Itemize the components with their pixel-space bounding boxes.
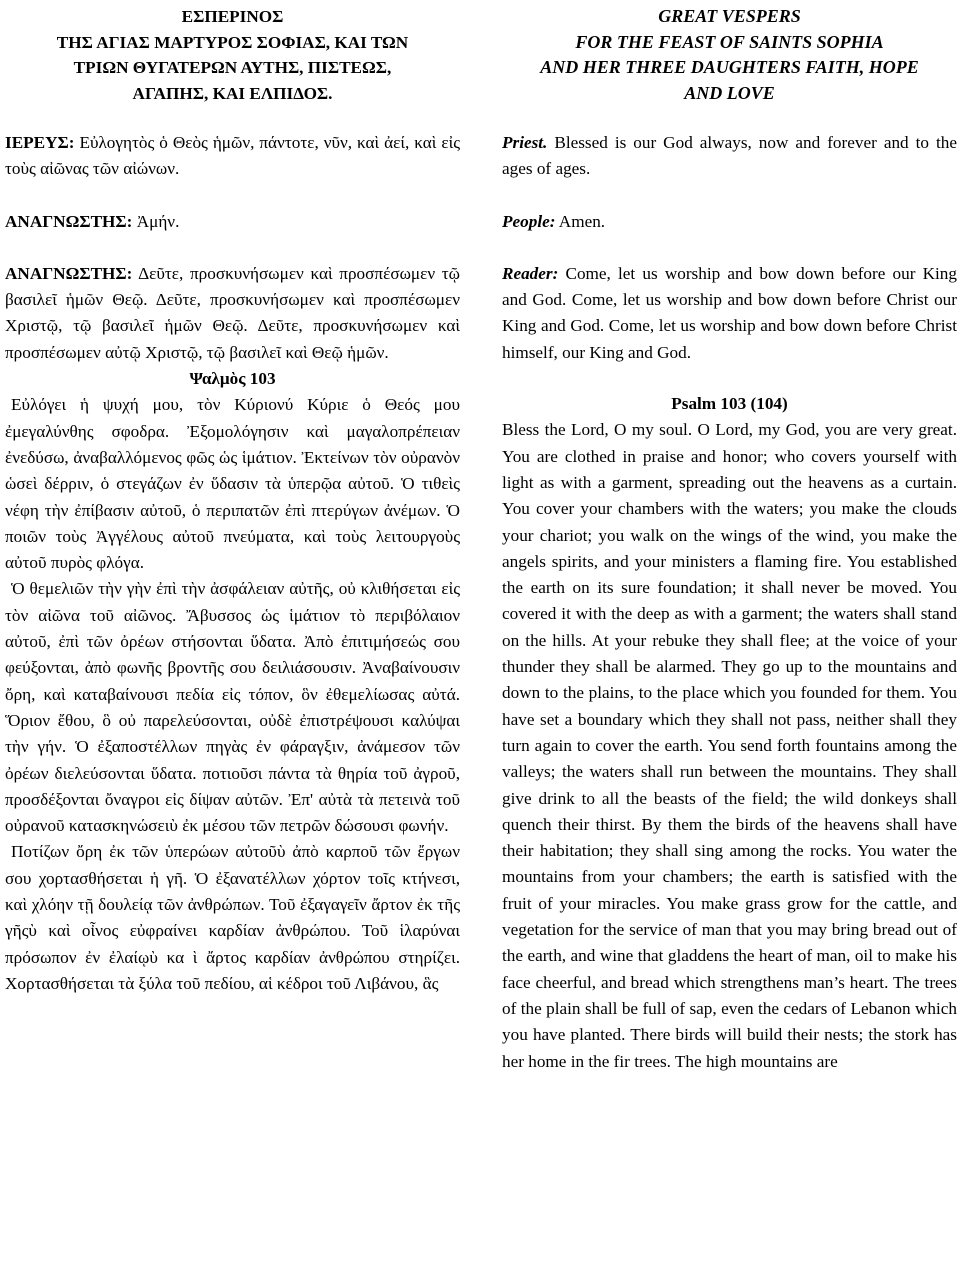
english-title-line: AND LOVE [684,82,775,103]
english-people-paragraph [502,209,957,235]
english-people-label: People: [502,211,556,231]
greek-reader-text: Δεῦτε, προσκυνήσωμεν καὶ προσπέσωμεν τῷ βασιλεῖ ἡμῶν Θεῷ. Δεῦτε, προσκυνήσωμεν καὶ προσπέσωμεν Χριστῷ, τῷ βασιλεῖ ἡμῶν Θεῷ. Δεῦτε, προσκυνήσωμεν καὶ προσπέσωμεν αὐτῷ Χριστῷ, τῷ βασιλεῖ καὶ Θεῷ ἡμῶν. [5,263,460,362]
greek-title-line: ΤΗΣ ΑΓΙΑΣ ΜΑΡΤΥΡΟΣ ΣΟΦΙΑΣ, ΚΑΙ ΤΩΝ [56,32,409,52]
english-priest-label: Priest. [502,133,548,152]
greek-priest-paragraph [5,130,460,183]
english-priest-paragraph [502,130,957,183]
english-reader-label: Reader: [502,263,559,283]
english-psalm-paragraph: Bless the Lord, O my soul. O Lord, my God, you are very great. You are clothed in praise and honor; who covers yourself with light as with a garment, spreading out the heavens as a curtain. You cover your chambers with the waters; you make the clouds your chariot; you walk on the wings of the wind, you make the angels spirits, and your ministers a flaming fire. You established the earth on its sure foundation; it shall never be moved. You covered it with the deep as with a garment; the waters shall stand on the hills. At your rebuke they shall flee; at the voice of your thunder they shall be alarmed. They go up to the mountains and down to the plains, to the place which you founded for them. You have set a boundary which they shall not pass, neither shall they turn again to cover the earth. You send forth fountains among the valleys; the waters shall run between the mountains. They shall give drink to all the beasts of the field; the wild donkeys shall quench their thirst. By them the birds of the heavens shall have their habitation; they shall sing among the rocks. You water the mountains from your chambers; the earth is satisfied with the fruit of your miracles. You make grass grow for the cattle, and vegetation for the service of man that you may bring bread out of the earth, and wine that gladdens the heart of man, oil to make his face cheerful, and bread which strengthens man’s heart. The trees of the plain shall be full of sap, even the cedars of Lebanon which you have planted. There birds will build their nests; the stork has her home in the fir trees. The high mountains are [502,420,957,1071]
greek-psalm-paragraph: Εὐλόγει ἡ ψυχή μου, τὸν Κύριονύ Κύριε ὁ Θεός μου ἐμεγαλύνθης σφοδρα. Ἐξομολόγησιν καὶ μαγαλοπρέπειαν ἐνεδύσω, ἀναβαλλόμενος φῶς ὡς ἱμάτιον. Ἐκτείνων τὸν οὐρανὸν ὡσεὶ δέρριν, ὁ στεγάζων ἐν ὕδασιν τὰ ὑπερῷα αὐτοῦ. Ὁ τιθεὶς νέφη τὴν ἐπίβασιν αὐτοῦ, ὁ περιπατῶν ἐπὶ πτερύγων ἀνέμων. Ὁ ποιῶν τοὺς Ἀγγέλους αὐτοῦ πνεύματα, καὶ τοὺς λειτουργοὺς αὐτοῦ πυρὸς φλόγα. [5,395,460,573]
greek-priest-text: Εὐλογητὸς ὁ Θεὸς ἡμῶν, πάντοτε, νῦν, καὶ ἀεί, καὶ εἰς τοὺς αἰῶνας τῶν αἰώνων. [5,133,460,179]
greek-title [5,4,460,106]
greek-psalm-paragraph: Ποτίζων ὄρη ἐκ τῶν ὑπερώων αὐτοῦὺ ἀπὸ καρποῦ τῶν ἔργων σου χορτασθήσεται ἡ γῆ. Ὁ ἐξανατέλλων χόρτον τοῖς κτήνεσι, καὶ χλόην τῇ δουλείᾳ τῶν ἀνθρώπων. Τοῦ ἐξαγαγεῖν ἄρτον ἐκ τῆς γῆςὺ καὶ οἶνος εὐφραίνει καρδίαν ἀνθρώπου. Τοῦ ἱλαρύναι πρόσωπον ἐν ἐλαίῳὺ κα ὶ ἄρτος καρδίαν ἀνθρώπου στηρίζει. Χορτασθήσεται τὰ ξύλα τοῦ πεδίου, αἱ κέδροι τοῦ Λιβάνου, ἃς [5,842,460,993]
english-title-line: FOR THE FEAST OF SAINTS SOPHIA [575,31,884,52]
english-reader-text: Come, let us worship and bow down before our King and God. Come, let us worship and bow down before Christ our King and God. Come, let us worship and bow down before Christ himself, our King and God. [502,263,957,362]
greek-title-line: ΤΡΙΩΝ ΘΥΓΑΤΕΡΩΝ ΑΥΤΗΣ, ΠΙΣΤΕΩΣ, [73,58,392,77]
english-title-line: AND HER THREE DAUGHTERS FAITH, HOPE [540,57,919,77]
english-priest-text: Blessed is our God always, now and forever and to the ages of ages. [502,133,957,179]
greek-psalm-paragraph: Ὁ θεμελιῶν τὴν γὴν ἐπὶ τὴν ἀσφάλειαν αὐτῆς, οὐ κλιθήσεται εἰς τὸν αἰῶνα τοῦ αἰῶνος. Ἄβυσσος ὡς ἱμάτιον τὸ περιβόλαιον αὐτοῦ, ἐπὶ τῶν ὀρέων στήσονται ὕδατα. Ἀπὸ ἐπιτιμήσεώς σου φεύξονται, ἀπὸ φωνῆς βροντῆς σου δειλιάσουσιν. Ἀναβαίνουσιν ὄρη, καὶ καταβαίνουσι πεδία εἰς τόπον, ὃν ἐθεμελίωσας αὐτά. Ὅριον ἔθου, ὃ οὐ παρελεύσονται, οὐδὲ ἐπιστρέψουσι καλύψαι τὴν γήν. Ὁ ἐξαποστέλλων πηγὰς ἐν φάραγξιν, ἀνάμεσον τῶν ὀρέων διελεύσονται ὕδατα. ποτιοῦσι πάντα τὰ θηρία τοῦ ἀγροῦ, προσδέξονται ὄναγροι εἰς δίψαν αὐτῶν. Ἐπ' αὐτὰ τὰ πετεινὰ τοῦ οὐρανοῦ κατασκηνώσειὺ ἐκ μέσου τῶν πετρῶν δώσουσι φωνήν. [5,579,460,836]
greek-reader-paragraph [5,261,460,366]
greek-reader-label: ΑΝΑΓΝΩΣΤΗΣ: [5,263,133,283]
greek-reader-amen-text: Ἀμήν. [132,211,180,231]
greek-psalm-heading: Ψαλμὸς 103 [189,369,276,389]
greek-title-line: ΑΓΑΠΗΣ, ΚΑΙ ΕΛΠΙΔΟΣ. [132,83,333,103]
english-reader-paragraph [502,261,957,366]
english-psalm-heading: Psalm 103 (104) [671,394,788,414]
english-column [502,4,957,1075]
greek-reader-amen-paragraph [5,209,460,235]
greek-reader-label: ΑΝΑΓΝΩΣΤΗΣ: [5,211,133,231]
english-people-text: Amen. [555,211,606,231]
english-title-line: GREAT VESPERS [658,6,801,26]
greek-column [5,4,460,997]
english-title [502,4,957,106]
greek-title-line: ΕΣΠΕΡΙΝΟΣ [181,7,284,26]
greek-priest-label: ΙΕΡΕΥΣ: [5,133,75,152]
